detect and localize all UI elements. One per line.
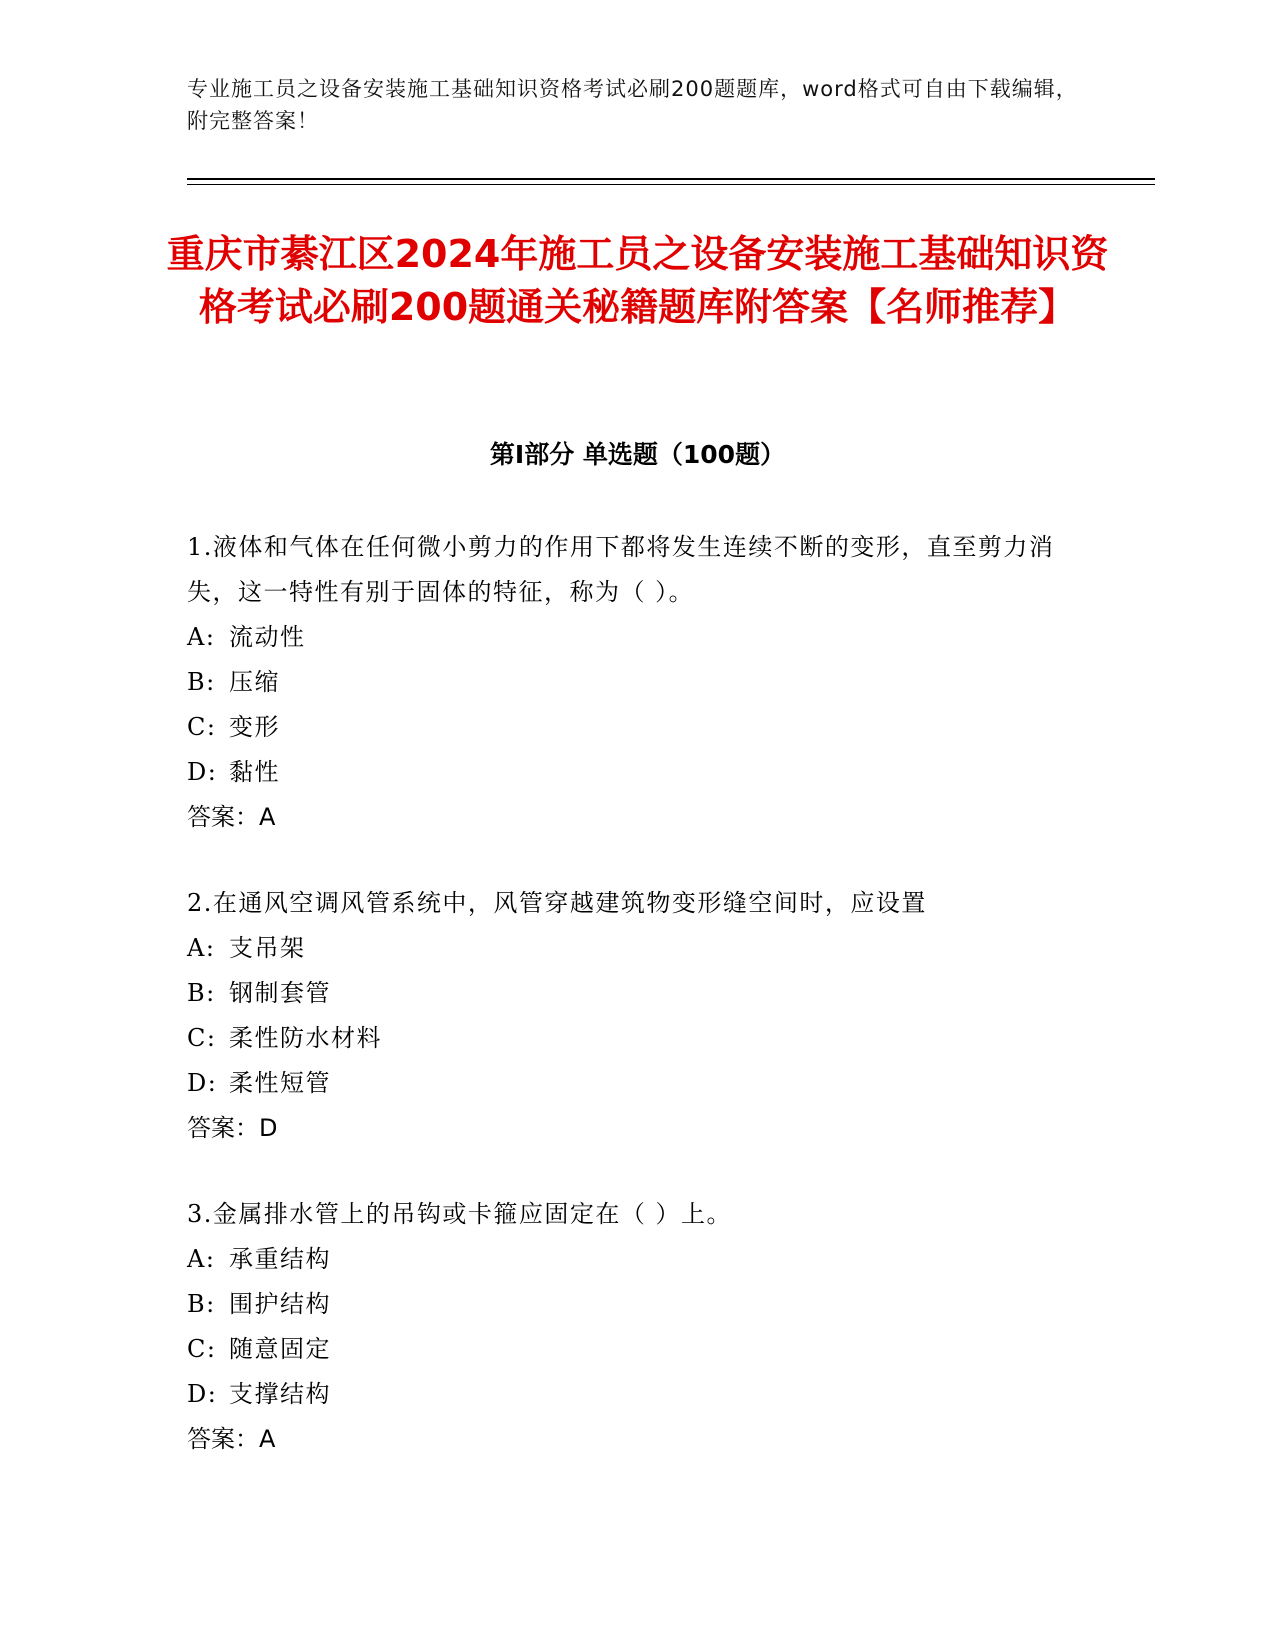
option-letter: A: — [187, 934, 216, 962]
question-3 — [187, 1192, 1067, 1462]
option-letter: D: — [187, 758, 218, 786]
question-2 — [187, 881, 1067, 1151]
question-stem — [187, 881, 1067, 926]
option-text: 变形 — [229, 713, 280, 741]
option-d — [187, 750, 1067, 795]
option-a — [187, 926, 1067, 971]
option-b — [187, 1282, 1067, 1327]
option-text: 压缩 — [229, 668, 280, 696]
option-text: 承重结构 — [229, 1245, 331, 1273]
question-text: 在通风空调风管系统中，风管穿越建筑物变形缝空间时，应设置 — [212, 889, 927, 917]
option-a — [187, 615, 1067, 660]
header-note: 专业施工员之设备安装施工基础知识资格考试必刷200题题库，word格式可自由下载编辑，附完整答案！ — [187, 77, 1078, 133]
option-text: 流动性 — [229, 623, 306, 651]
question-text: 金属排水管上的吊钩或卡箍应固定在（ ）上。 — [212, 1200, 733, 1228]
question-1 — [187, 525, 1067, 840]
option-letter: B: — [187, 1290, 216, 1318]
section-heading: 第I部分 单选题（100题） — [489, 440, 786, 469]
option-letter: C: — [187, 1335, 217, 1363]
option-c — [187, 1016, 1067, 1061]
question-stem — [187, 1192, 1067, 1237]
option-letter: D: — [187, 1069, 218, 1097]
option-letter: D: — [187, 1380, 218, 1408]
option-text: 柔性短管 — [229, 1069, 331, 1097]
answer-line: 答案：D — [187, 1114, 278, 1142]
header-divider-thick — [187, 178, 1155, 180]
option-c — [187, 705, 1067, 750]
answer-line: 答案：A — [187, 1425, 276, 1453]
question-number: 3. — [187, 1200, 213, 1228]
option-b — [187, 660, 1067, 705]
option-d — [187, 1372, 1067, 1417]
option-text: 钢制套管 — [229, 979, 331, 1007]
question-list — [187, 525, 1067, 1503]
option-a — [187, 1237, 1067, 1282]
question-number: 1. — [187, 533, 213, 561]
option-text: 柔性防水材料 — [229, 1024, 382, 1052]
header-divider-thin — [187, 184, 1155, 185]
question-text: 液体和气体在任何微小剪力的作用下都将发生连续不断的变形，直至剪力消失，这一特性有别于固体的特征，称为（ ）。 — [187, 533, 1055, 606]
answer-line: 答案：A — [187, 803, 276, 831]
option-text: 支撑结构 — [229, 1380, 331, 1408]
question-number: 2. — [187, 889, 213, 917]
document-title: 重庆市綦江区2024年施工员之设备安装施工基础知识资格考试必刷200题通关秘籍题库附答案【名师推荐】 — [166, 232, 1109, 329]
option-letter: C: — [187, 713, 217, 741]
option-letter: C: — [187, 1024, 217, 1052]
option-text: 支吊架 — [229, 934, 306, 962]
option-letter: B: — [187, 668, 216, 696]
option-c — [187, 1327, 1067, 1372]
option-text: 黏性 — [229, 758, 280, 786]
option-letter: A: — [187, 623, 216, 651]
option-letter: A: — [187, 1245, 216, 1273]
option-text: 围护结构 — [229, 1290, 331, 1318]
option-b — [187, 971, 1067, 1016]
option-d — [187, 1061, 1067, 1106]
question-stem — [187, 525, 1067, 615]
option-text: 随意固定 — [229, 1335, 331, 1363]
option-letter: B: — [187, 979, 216, 1007]
